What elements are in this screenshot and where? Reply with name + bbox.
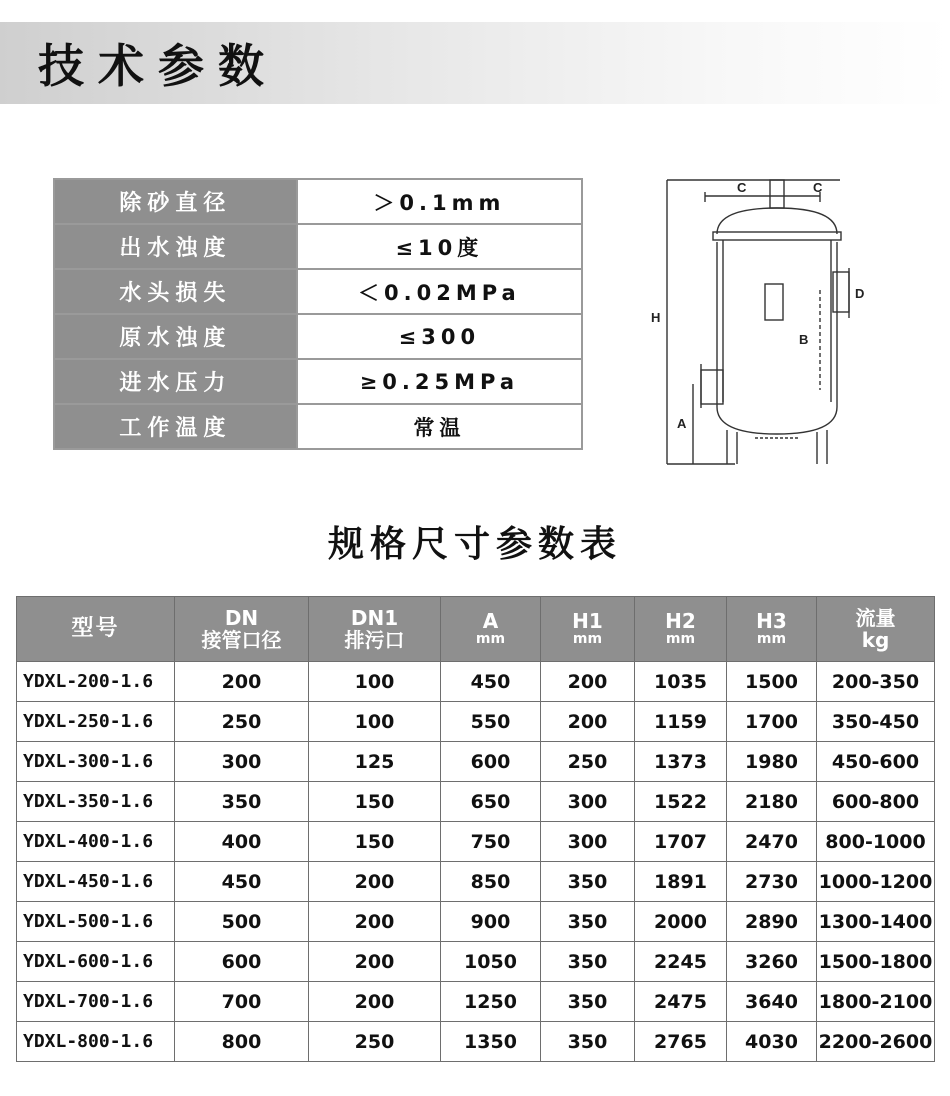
- cell-h1: 350: [541, 862, 635, 902]
- cell-dn: 250: [175, 702, 309, 742]
- table-row: [17, 1022, 935, 1062]
- outlet-pipe: [833, 272, 849, 312]
- drawing-label-c-left: C: [737, 180, 747, 195]
- cell-dn: 300: [175, 742, 309, 782]
- top-nozzle: [770, 180, 784, 208]
- cell-h1: 300: [541, 822, 635, 862]
- sight-glass: [765, 284, 783, 320]
- cell-dn1: 200: [309, 862, 441, 902]
- table-row: [17, 902, 935, 942]
- spec-key: 进水压力: [54, 359, 297, 404]
- cell-h3: 3640: [727, 982, 817, 1022]
- cell-dn1: 150: [309, 782, 441, 822]
- cell-dn1: 200: [309, 902, 441, 942]
- spec-value: ≥0.25MPa: [297, 359, 582, 404]
- cell-h3: 1980: [727, 742, 817, 782]
- cell-a: 1050: [441, 942, 541, 982]
- cell-model: YDXL-300-1.6: [17, 742, 175, 782]
- cell-flow: 1000-1200: [817, 862, 935, 902]
- cell-dn: 500: [175, 902, 309, 942]
- vessel-flange: [713, 232, 841, 240]
- cell-flow: 200-350: [817, 662, 935, 702]
- cell-dn: 400: [175, 822, 309, 862]
- table-row: [17, 942, 935, 982]
- col-header-model: 型号: [17, 597, 175, 662]
- cell-a: 1250: [441, 982, 541, 1022]
- cell-model: YDXL-200-1.6: [17, 662, 175, 702]
- cell-flow: 350-450: [817, 702, 935, 742]
- cell-h1: 250: [541, 742, 635, 782]
- table-row: [17, 662, 935, 702]
- spec-row: [54, 179, 582, 224]
- cell-h3: 2470: [727, 822, 817, 862]
- cell-h3: 1500: [727, 662, 817, 702]
- cell-h3: 2730: [727, 862, 817, 902]
- spec-key: 原水浊度: [54, 314, 297, 359]
- cell-dn1: 200: [309, 942, 441, 982]
- page-title: 技术参数: [38, 39, 278, 93]
- cell-h3: 2180: [727, 782, 817, 822]
- spec-table: [53, 178, 583, 450]
- cell-model: YDXL-700-1.6: [17, 982, 175, 1022]
- inlet-pipe: [701, 370, 723, 404]
- cell-model: YDXL-250-1.6: [17, 702, 175, 742]
- cell-h1: 200: [541, 662, 635, 702]
- size-table: [16, 596, 935, 1062]
- cell-a: 450: [441, 662, 541, 702]
- cell-dn: 700: [175, 982, 309, 1022]
- spec-value: 常温: [297, 404, 582, 449]
- cell-dn1: 150: [309, 822, 441, 862]
- cell-a: 850: [441, 862, 541, 902]
- cell-h3: 1700: [727, 702, 817, 742]
- cell-dn1: 200: [309, 982, 441, 1022]
- cell-h2: 2765: [635, 1022, 727, 1062]
- table-row: [17, 822, 935, 862]
- spec-value: ≤10度: [297, 224, 582, 269]
- spec-key: 工作温度: [54, 404, 297, 449]
- table-row: [17, 742, 935, 782]
- cell-dn1: 100: [309, 702, 441, 742]
- section-title: 规格尺寸参数表: [327, 524, 622, 565]
- table-row: [17, 782, 935, 822]
- drawing-label-c-right: C: [813, 180, 823, 195]
- table-row: [17, 982, 935, 1022]
- spec-value: ≤300: [297, 314, 582, 359]
- cell-h2: 2245: [635, 942, 727, 982]
- cell-dn1: 250: [309, 1022, 441, 1062]
- cell-h2: 1035: [635, 662, 727, 702]
- cell-h3: 3260: [727, 942, 817, 982]
- cell-model: YDXL-400-1.6: [17, 822, 175, 862]
- cell-flow: 600-800: [817, 782, 935, 822]
- col-header-a: A mm: [441, 597, 541, 662]
- spec-row: [54, 269, 582, 314]
- col-header-h3: H3 mm: [727, 597, 817, 662]
- cell-a: 750: [441, 822, 541, 862]
- cell-dn: 450: [175, 862, 309, 902]
- spec-row: [54, 404, 582, 449]
- cell-model: YDXL-500-1.6: [17, 902, 175, 942]
- cell-dn: 600: [175, 942, 309, 982]
- cell-h3: 4030: [727, 1022, 817, 1062]
- spec-row: [54, 314, 582, 359]
- vessel-bottom: [717, 407, 837, 434]
- spec-key: 除砂直径: [54, 179, 297, 224]
- drawing-label-d: D: [855, 286, 865, 301]
- cell-h1: 350: [541, 942, 635, 982]
- cell-h1: 300: [541, 782, 635, 822]
- cell-dn1: 125: [309, 742, 441, 782]
- cell-h2: 1891: [635, 862, 727, 902]
- cell-model: YDXL-350-1.6: [17, 782, 175, 822]
- col-header-dn: DN 接管口径: [175, 597, 309, 662]
- size-table-header-row: [17, 597, 935, 662]
- cell-h2: 2000: [635, 902, 727, 942]
- cell-model: YDXL-600-1.6: [17, 942, 175, 982]
- cell-a: 900: [441, 902, 541, 942]
- cell-flow: 450-600: [817, 742, 935, 782]
- cell-h2: 1522: [635, 782, 727, 822]
- spec-row: [54, 224, 582, 269]
- cell-h3: 2890: [727, 902, 817, 942]
- spec-row: [54, 359, 582, 404]
- cell-dn1: 100: [309, 662, 441, 702]
- cell-flow: 1300-1400: [817, 902, 935, 942]
- col-header-dn1: DN1 排污口: [309, 597, 441, 662]
- cell-a: 550: [441, 702, 541, 742]
- cell-h1: 200: [541, 702, 635, 742]
- cell-dn: 200: [175, 662, 309, 702]
- cell-h1: 350: [541, 982, 635, 1022]
- cell-h1: 350: [541, 902, 635, 942]
- cell-model: YDXL-800-1.6: [17, 1022, 175, 1062]
- col-header-h2: H2 mm: [635, 597, 727, 662]
- drawing-label-b: B: [799, 332, 809, 347]
- table-row: [17, 702, 935, 742]
- cell-h2: 1159: [635, 702, 727, 742]
- cell-h2: 1707: [635, 822, 727, 862]
- col-header-h1: H1 mm: [541, 597, 635, 662]
- cell-a: 650: [441, 782, 541, 822]
- spec-value: ＞0.1mm: [297, 179, 582, 224]
- cell-h2: 2475: [635, 982, 727, 1022]
- cell-a: 600: [441, 742, 541, 782]
- vessel-dome: [717, 208, 837, 234]
- spec-key: 水头损失: [54, 269, 297, 314]
- cell-flow: 1800-2100: [817, 982, 935, 1022]
- cell-dn: 800: [175, 1022, 309, 1062]
- cell-h2: 1373: [635, 742, 727, 782]
- cell-model: YDXL-450-1.6: [17, 862, 175, 902]
- cell-dn: 350: [175, 782, 309, 822]
- spec-value: ＜0.02MPa: [297, 269, 582, 314]
- cell-flow: 800-1000: [817, 822, 935, 862]
- sand-separator-drawing: [645, 172, 895, 472]
- table-row: [17, 862, 935, 902]
- col-header-flow: 流量 kg: [817, 597, 935, 662]
- drawing-label-a: A: [677, 416, 687, 431]
- cell-h1: 350: [541, 1022, 635, 1062]
- cell-flow: 1500-1800: [817, 942, 935, 982]
- cell-a: 1350: [441, 1022, 541, 1062]
- cell-flow: 2200-2600: [817, 1022, 935, 1062]
- drawing-label-h: H: [651, 310, 661, 325]
- spec-key: 出水浊度: [54, 224, 297, 269]
